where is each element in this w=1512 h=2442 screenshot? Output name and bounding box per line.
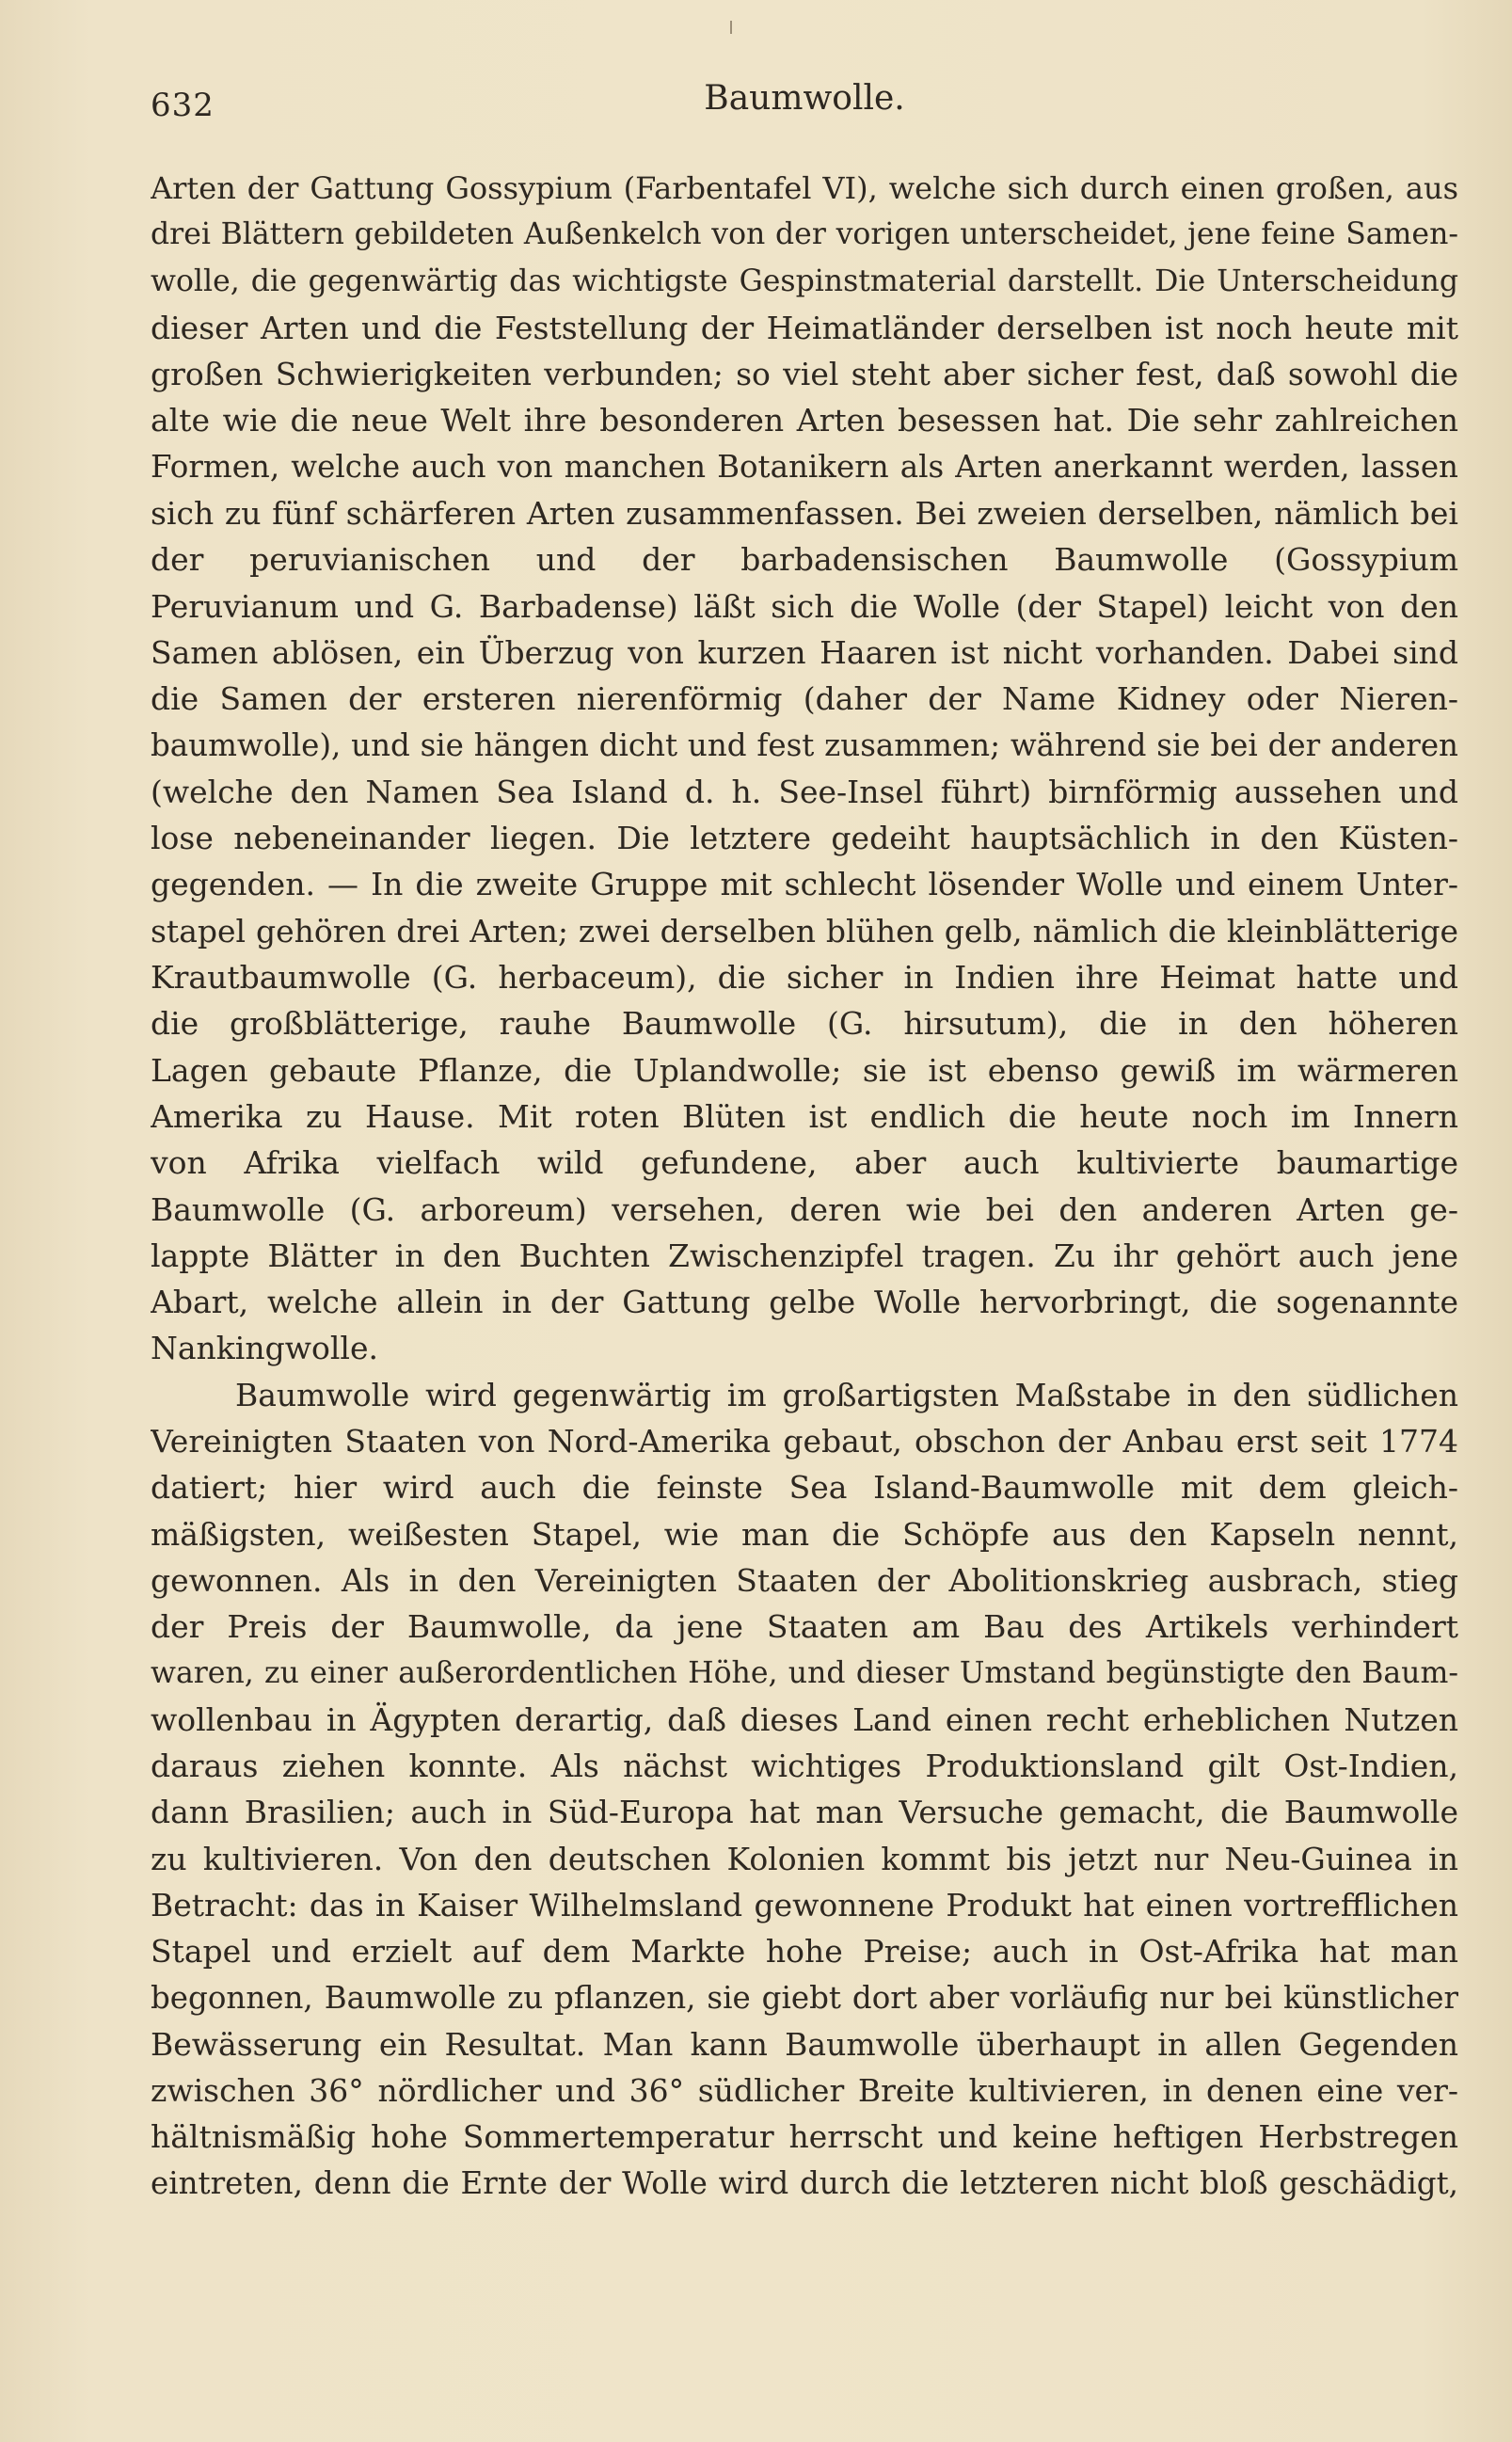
paragraph-first-line: Baumwolle wird gegenwärtig im großartigsten Maßstabe in den südlichen (235, 1376, 1458, 1413)
text-line: großen Schwierigkeiten verbunden; so viel steht aber sicher fest, daß sowohl die (151, 356, 1458, 393)
text-line: die großblätterige, rauhe Baumwolle (G. hirsutum), die in den höheren (151, 1005, 1458, 1043)
text-line: lose nebeneinander liegen. Die letztere gedeiht hauptsächlich in den Küsten- (151, 820, 1458, 857)
text-line: dieser Arten und die Feststellung der Heimatländer derselben ist noch heute mit (151, 309, 1458, 346)
text-line: alte wie die neue Welt ihre besonderen Arten besessen hat. Die sehr zahlreichen (151, 402, 1458, 439)
text-line: stapel gehören drei Arten; zwei derselben blühen gelb, nämlich die kleinblätterige (151, 912, 1458, 950)
text-line: Arten der Gattung Gossypium (Farbentafel VI), welche sich durch einen großen, aus (151, 170, 1458, 206)
text-line: Baumwolle (G. arboreum) versehen, deren wie bei den anderen Arten ge- (151, 1190, 1458, 1228)
text-line: begonnen, Baumwolle zu pflanzen, sie giebt dort aber vorläufig nur bei künstlicher (151, 1979, 1458, 2016)
text-line: die Samen der ersteren nierenförmig (daher der Name Kidney oder Nieren- (151, 680, 1458, 718)
text-line: Lagen gebaute Pflanze, die Uplandwolle; sie ist ebenso gewiß im wärmeren (151, 1051, 1458, 1089)
text-line: daraus ziehen konnte. Als nächst wichtiges Produktionsland gilt Ost-Indien, (151, 1748, 1458, 1785)
text-line: Abart, welche allein in der Gattung gelbe Wolle hervorbringt, die sogenannte (151, 1284, 1458, 1321)
text-line: Peruvianum und G. Barbadense) läßt sich die Wolle (der Stapel) leicht von den (151, 587, 1458, 625)
text-line: Samen ablösen, ein Überzug von kurzen Haaren ist nicht vorhanden. Dabei sind (151, 633, 1458, 671)
running-head: Baumwolle. (704, 79, 905, 118)
text-line: eintreten, denn die Ernte der Wolle wird durch die letzteren nicht bloß geschädigt, (151, 2164, 1458, 2201)
text-line: der peruvianischen und der barbadensischen Baumwolle (Gossypium (151, 541, 1458, 579)
text-line: waren, zu einer außerordentlichen Höhe, und dieser Umstand begünstigte den Baum- (151, 1655, 1458, 1690)
text-line: mäßigsten, weißesten Stapel, wie man die Schöpfe aus den Kapseln nennt, (151, 1515, 1458, 1553)
text-line: Betracht: das in Kaiser Wilhelmsland gewonnene Produkt hat einen vortrefflichen (151, 1886, 1458, 1923)
text-line: Bewässerung ein Resultat. Man kann Baumwolle überhaupt in allen Gegenden (151, 2025, 1458, 2063)
body-text (151, 166, 1458, 2207)
text-line: hältnismäßig hohe Sommertemperatur herrscht und keine heftigen Herbstregen (151, 2118, 1458, 2156)
text-line: Vereinigten Staaten von Nord-Amerika gebaut, obschon der Anbau erst seit 1774 (151, 1423, 1458, 1460)
text-line: Krautbaumwolle (G. herbaceum), die sicher in Indien ihre Heimat hatte und (151, 959, 1458, 997)
text-line: gewonnen. Als in den Vereinigten Staaten der Abolitionskrieg ausbrach, stieg (151, 1561, 1458, 1599)
text-line: zu kultivieren. Von den deutschen Kolonien kommt bis jetzt nur Neu-Guinea in (151, 1840, 1458, 1877)
text-line: drei Blättern gebildeten Außenkelch von der vorigen unterscheidet, jene feine Samen- (151, 217, 1458, 252)
text-line: Formen, welche auch von manchen Botanikern als Arten anerkannt werden, lassen (151, 448, 1458, 485)
text-line: wolle, die gegenwärtig das wichtigste Gespinstmaterial darstellt. Die Unterscheidung (151, 263, 1458, 298)
text-line: zwischen 36° nördlicher und 36° südlicher Breite kultivieren, in denen eine ver- (151, 2072, 1458, 2110)
text-line: datiert; hier wird auch die feinste Sea Island-Baumwolle mit dem gleich- (151, 1469, 1458, 1507)
page-header (151, 79, 1458, 136)
text-line: von Afrika vielfach wild gefundene, aber auch kultivierte baumartige (151, 1144, 1458, 1182)
text-line: wollenbau in Ägypten derartig, daß dieses Land einen recht erheblichen Nutzen (151, 1700, 1458, 1738)
text-line: gegenden. — In die zweite Gruppe mit schlecht lösender Wolle und einem Unter- (151, 866, 1458, 903)
page-edge-mark (730, 21, 732, 34)
text-line: (welche den Namen Sea Island d. h. See-Insel führt) birnförmig aussehen und (151, 773, 1458, 810)
page-number: 632 (151, 87, 215, 124)
paragraph-end-line: Nankingwolle. (151, 1330, 378, 1367)
text-line: baumwolle), und sie hängen dicht und fest zusammen; während sie bei der anderen (151, 726, 1458, 763)
text-line: Amerika zu Hause. Mit roten Blüten ist endlich die heute noch im Innern (151, 1097, 1458, 1135)
text-line: Stapel und erzielt auf dem Markte hohe Preise; auch in Ost-Afrika hat man (151, 1933, 1458, 1971)
text-line: sich zu fünf schärferen Arten zusammenfassen. Bei zweien derselben, nämlich bei (151, 495, 1458, 533)
text-line: der Preis der Baumwolle, da jene Staaten am Bau des Artikels verhindert (151, 1608, 1458, 1646)
text-line: dann Brasilien; auch in Süd-Europa hat man Versuche gemacht, die Baumwolle (151, 1794, 1458, 1831)
text-line: lappte Blätter in den Buchten Zwischenzipfel tragen. Zu ihr gehört auch jene (151, 1237, 1458, 1274)
